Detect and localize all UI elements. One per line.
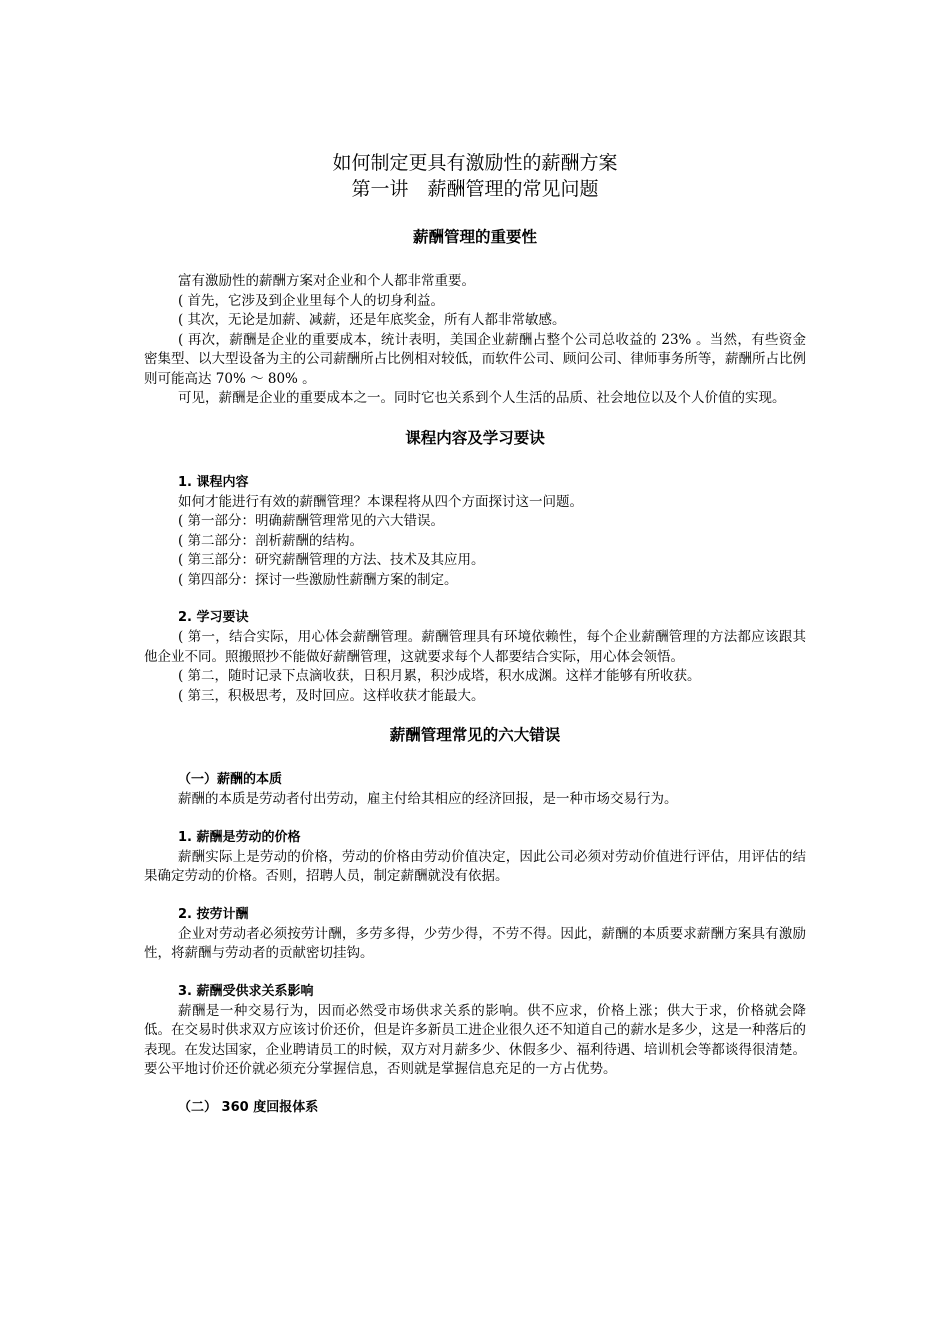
course-tips-bullet-3: ( 第三，积极思考，及时回应。这样收获才能最大。 bbox=[178, 687, 485, 704]
importance-conclusion: 可见，薪酬是企业的重要成本之一。同时它也关系到个人生活的品质、社会地位以及个人价值的实现。 bbox=[178, 390, 786, 406]
errors-item2-heading: 2. 按劳计酬 bbox=[178, 906, 249, 922]
course-content-intro: 如何才能进行有效的薪酬管理？本课程将从四个方面探讨这一问题。 bbox=[178, 493, 583, 510]
course-content-bullet-4: ( 第四部分：探讨一些激励性薪酬方案的制定。 bbox=[178, 571, 458, 588]
course-content-bullet-2: ( 第二部分：剖析薪酬的结构。 bbox=[178, 532, 364, 549]
course-tips-bullet-1: ( 第一，结合实际，用心体会薪酬管理。薪酬管理具有环境依赖性，每个企业薪酬管理的方法都应该跟其他企业不同。照搬照抄不能做好薪酬管理，这就要求每个人都要结合实际，用心体会领悟。 bbox=[144, 629, 806, 665]
errors-item1-heading: 1. 薪酬是劳动的价格 bbox=[178, 829, 301, 845]
errors-part1-heading: （一）薪酬的本质 bbox=[178, 772, 283, 787]
importance-bullet-1: ( 首先，它涉及到企业里每个人的切身利益。 bbox=[178, 292, 445, 309]
importance-bullet-3: ( 再次，薪酬是企业的重要成本，统计表明，美国企业薪酬占整个公司总收益的 23% 。当然，有些资金密集型、以大型设备为主的公司薪酬所占比例相对较低，而软件公司、顾问公司、律师事务所等，薪酬所占比例则可能高达 70% ～ 80% 。 bbox=[144, 331, 806, 387]
errors-item1-text: 薪酬实际上是劳动的价格，劳动的价格由劳动价值决定，因此公司必须对劳动价值进行评估，用评估的结果确定劳动的价格。否则，招聘人员，制定薪酬就没有依据。 bbox=[144, 848, 806, 884]
course-content-bullet-3: ( 第三部分：研究薪酬管理的方法、技术及其应用。 bbox=[178, 552, 485, 568]
document-title: 如何制定更具有激励性的薪酬方案 bbox=[332, 152, 618, 174]
errors-item3-text: 薪酬是一种交易行为，因而必然受市场供求关系的影响。供不应求，价格上涨；供大于求，价格就会降低。在交易时供求双方应该讨价还价，但是许多新员工进企业很久还不知道自己的薪水是多少，这是一种落后的表现。在发达国家，企业聘请员工的时候，双方对月薪多少、休假多少、福利待遇、培训机会等都谈得很清楚。要公平地讨价还价就必须充分掌握信息，否则就是掌握信息充足的一方占优势。 bbox=[144, 1002, 806, 1077]
course-tips-heading: 2. 学习要诀 bbox=[178, 610, 249, 625]
importance-intro: 富有激励性的薪酬方案对企业和个人都非常重要。 bbox=[178, 273, 475, 289]
errors-item2-text: 企业对劳动者必须按劳计酬，多劳多得，少劳少得，不劳不得。因此，薪酬的本质要求薪酬方案具有激励性，将薪酬与劳动者的贡献密切挂钩。 bbox=[144, 925, 806, 961]
lecture-title: 第一讲 薪酬管理的常见问题 bbox=[351, 178, 599, 200]
course-content-heading: 1. 课程内容 bbox=[178, 474, 249, 490]
document-page bbox=[144, 150, 806, 1118]
section-heading-course: 课程内容及学习要诀 bbox=[405, 428, 545, 447]
errors-item3-heading: 3. 薪酬受供求关系影响 bbox=[178, 983, 314, 999]
section-heading-errors: 薪酬管理常见的六大错误 bbox=[389, 726, 561, 744]
course-content-bullet-1: ( 第一部分：明确薪酬管理常见的六大错误。 bbox=[178, 513, 445, 529]
course-tips-bullet-2: ( 第二，随时记录下点滴收获，日积月累，积沙成塔，积水成渊。这样才能够有所收获。 bbox=[178, 668, 701, 684]
errors-part1-text: 薪酬的本质是劳动者付出劳动，雇主付给其相应的经济回报，是一种市场交易行为。 bbox=[178, 791, 678, 807]
section-heading-importance: 薪酬管理的重要性 bbox=[412, 228, 537, 246]
errors-part2-heading: （二） 360 度回报体系 bbox=[178, 1099, 319, 1115]
importance-bullet-2: ( 其次，无论是加薪、减薪，还是年底奖金，所有人都非常敏感。 bbox=[178, 312, 566, 328]
